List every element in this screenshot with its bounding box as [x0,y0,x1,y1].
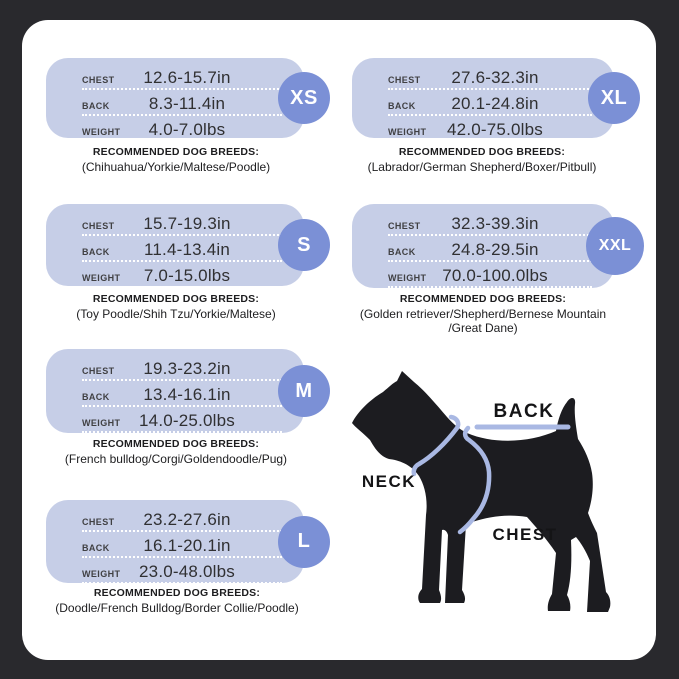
back-value: 11.4-13.4in [143,240,230,259]
breeds-s [26,293,326,321]
chest-label: CHEST [388,221,421,231]
breeds-list: (Labrador/German Shepherd/Boxer/Pitbull) [367,159,597,174]
breeds-heading: RECOMMENDED DOG BREEDS: [93,587,261,599]
size-badge-l: L [278,516,330,568]
chest-row [82,356,282,381]
weight-label: WEIGHT [388,273,427,283]
back-row [82,533,282,558]
back-row [82,237,282,262]
size-badge-xl: XL [588,72,640,124]
weight-row [82,117,282,142]
diagram-chest-label: CHEST [492,525,558,544]
breeds-heading: RECOMMENDED DOG BREEDS: [398,146,566,158]
back-label: BACK [388,247,416,257]
back-row [388,237,592,262]
size-card-xl [352,58,628,139]
breeds-l [12,587,342,615]
back-value: 16.1-20.1in [143,536,231,555]
size-card-m [46,349,313,433]
chest-value: 27.6-32.3in [451,68,539,87]
chest-label: CHEST [82,221,115,231]
size-card-xxl [352,204,632,288]
diagram-back-label: BACK [493,401,555,422]
back-label: BACK [82,101,110,111]
chest-row [82,211,282,236]
breeds-heading: RECOMMENDED DOG BREEDS: [92,438,260,450]
size-badge-s: S [278,219,330,271]
back-label: BACK [82,247,110,257]
back-value: 24.8-29.5in [451,240,539,259]
breeds-xl [332,146,632,174]
weight-label: WEIGHT [82,127,121,137]
weight-value: 42.0-75.0lbs [447,120,543,139]
breeds-list: (Toy Poodle/Shih Tzu/Yorkie/Maltese) [76,306,276,321]
chest-label: CHEST [388,75,421,85]
chest-row [82,507,282,532]
weight-value: 4.0-7.0lbs [148,120,226,139]
chest-value: 19.3-23.2in [143,359,231,378]
breeds-xs [26,146,326,174]
weight-value: 7.0-15.0lbs [143,266,231,285]
diagram-neck-label: NECK [361,472,417,491]
size-badge-xxl: XXL [586,217,644,275]
weight-row [388,263,592,288]
breeds-list: (Golden retriever/Shepherd/Bernese Mountain [359,306,607,321]
weight-row [82,263,282,288]
breeds-list: (French bulldog/Corgi/Goldendoodle/Pug) [64,451,288,466]
weight-row [82,559,282,584]
weight-label: WEIGHT [82,418,121,428]
breeds-list-line2: /Great Dane) [448,321,518,335]
chest-row [82,65,282,90]
chest-label: CHEST [82,517,115,527]
chest-label: CHEST [82,366,115,376]
chest-value: 23.2-27.6in [143,510,231,529]
weight-row [82,408,282,433]
weight-label: WEIGHT [388,127,427,137]
size-badge-m: M [278,365,330,417]
weight-value: 70.0-100.0lbs [442,266,548,285]
chest-row [388,65,592,90]
breeds-xxl [337,293,629,336]
chest-value: 32.3-39.3in [451,214,539,233]
chest-row [388,211,592,236]
size-card-xs [46,58,318,139]
breeds-m [26,438,326,466]
size-card-s [46,204,311,286]
breeds-heading: RECOMMENDED DOG BREEDS: [92,146,260,158]
weight-value: 23.0-48.0lbs [139,562,235,581]
breeds-heading: RECOMMENDED DOG BREEDS: [399,293,567,305]
back-row [82,91,282,116]
chest-value: 12.6-15.7in [143,68,231,87]
weight-label: WEIGHT [82,273,121,283]
breeds-list: (Doodle/French Bulldog/Border Collie/Poodle) [55,600,299,615]
breeds-list: (Chihuahua/Yorkie/Maltese/Poodle) [81,159,271,174]
weight-row [388,117,592,142]
back-label: BACK [82,392,110,402]
back-value: 8.3-11.4in [148,94,226,113]
back-label: BACK [82,543,110,553]
size-card-l [46,500,311,583]
weight-label: WEIGHT [82,569,121,579]
back-row [82,382,282,407]
back-row [388,91,592,116]
chest-value: 15.7-19.3in [143,214,231,233]
breeds-heading: RECOMMENDED DOG BREEDS: [92,293,260,305]
size-badge-xs: XS [278,72,330,124]
back-label: BACK [388,101,416,111]
back-value: 13.4-16.1in [143,385,231,404]
weight-value: 14.0-25.0lbs [139,411,235,430]
chest-label: CHEST [82,75,115,85]
back-value: 20.1-24.8in [451,94,539,113]
